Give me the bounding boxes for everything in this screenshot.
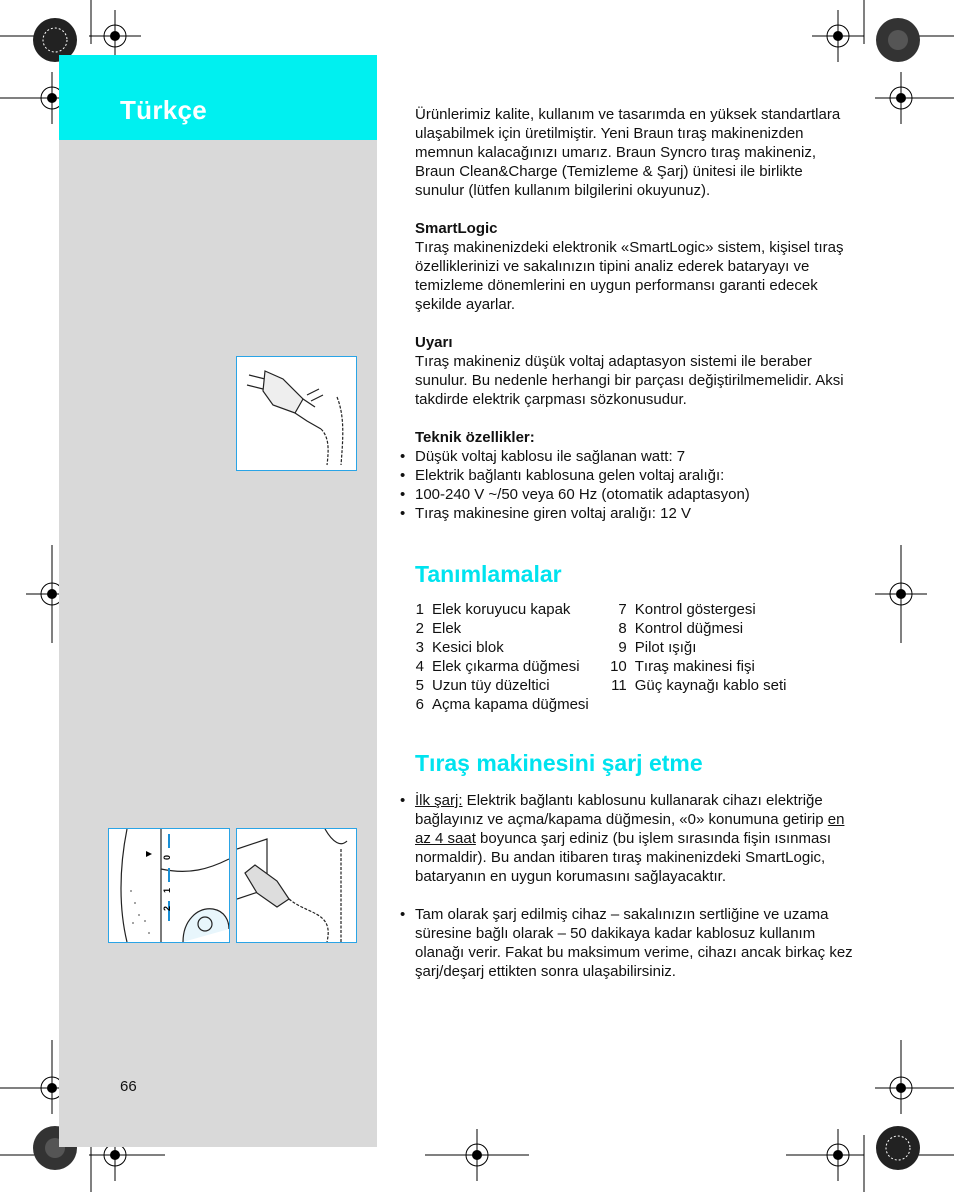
intro-paragraph: Ürünlerimiz kalite, kullanım ve tasarımda en yüksek standartlara ulaşabilmek için üretilmiştir. Yeni Braun tıraş makinenizden memnun kalacağınızı umarız. Braun Syncro tıraş makineniz, Braun Clean&Charge (Temizleme & Şarj) ünitesi ile birlikte sunulur (lütfen kullanım bilgilerini okuyunuz). bbox=[415, 106, 841, 199]
specs-section bbox=[415, 428, 855, 523]
charging-section bbox=[415, 749, 855, 981]
charging-list bbox=[415, 791, 855, 981]
definitions-heading: Tanımlamalar bbox=[415, 561, 562, 587]
list-item: 2 Elek bbox=[415, 620, 462, 637]
specs-list bbox=[415, 447, 855, 523]
definitions-list bbox=[415, 600, 855, 714]
charge-duration: en az 4 saat bbox=[415, 811, 845, 847]
smartlogic-section bbox=[415, 219, 855, 314]
list-item: • Düşük voltaj kablosu ile sağlanan watt: 7 bbox=[415, 447, 855, 466]
list-item: 11 Güç kaynağı kablo seti bbox=[611, 677, 787, 694]
list-item-continuation: • 100-240 V ~/50 veya 60 Hz (otomatik adaptasyon) bbox=[415, 485, 855, 504]
list-item: 7 Kontrol göstergesi bbox=[618, 601, 756, 618]
list-item: • Tıraş makinesine giren voltaj aralığı: 12 V bbox=[415, 504, 855, 523]
switch-position-1: 1 bbox=[162, 887, 172, 893]
list-item: 4 Elek çıkarma düğmesi bbox=[415, 658, 580, 675]
switch-position-2: 2 bbox=[162, 905, 172, 911]
list-item: 10 Tıraş makinesi fişi bbox=[610, 658, 755, 675]
sidebar-panel bbox=[59, 55, 377, 1147]
specs-heading: Teknik özellikler: bbox=[415, 429, 535, 446]
charging-illustration bbox=[236, 828, 357, 943]
definitions-section bbox=[415, 560, 855, 714]
list-item: • Tam olarak şarj edilmiş cihaz – sakalınızın sertliğine ve uzama süresine bağlı olarak – 50 dakikaya kadar kablosuz kullanım olanağı verir. Fakat bu maksimum verime, cihazı ancak birkaç kez şarj/deşarj ettikten sonra ulaşabilirsiniz. bbox=[415, 905, 855, 981]
charging-heading: Tıraş makinesini şarj etme bbox=[415, 750, 703, 776]
list-item: • İlk şarj: Elektrik bağlantı kablosunu kullanarak cihazı elektriğe bağlayınız ve açma/kapama düğmesin, «0» konumuna getirip en az 4 saat boyunca şarj ediniz (bu işlem sırasında fişin ısınması normaldir). Bu andan itibaren tıraş makinenizdeki SmartLogic, bataryanın en uygun korumasını sağlayacaktır. bbox=[415, 791, 855, 886]
language-header bbox=[59, 55, 377, 140]
plug-illustration bbox=[236, 356, 357, 471]
list-item: 1 Elek koruyucu kapak bbox=[415, 601, 571, 618]
list-item: 3 Kesici blok bbox=[415, 639, 504, 656]
first-charge-label: İlk şarj: bbox=[415, 792, 463, 809]
list-item: 5 Uzun tüy düzeltici bbox=[415, 677, 550, 694]
list-item: 9 Pilot ışığı bbox=[618, 639, 697, 656]
warning-heading: Uyarı bbox=[415, 334, 453, 351]
list-item: 8 Kontrol düğmesi bbox=[618, 620, 744, 637]
smartlogic-heading: SmartLogic bbox=[415, 220, 498, 237]
main-content bbox=[415, 105, 855, 981]
switch-position-0: 0 bbox=[162, 854, 172, 860]
page-number: 66 bbox=[120, 1078, 137, 1095]
warning-section bbox=[415, 333, 855, 409]
list-item: 6 Açma kapama düğmesi bbox=[415, 696, 589, 713]
switch-illustration bbox=[108, 828, 230, 943]
list-item: • Elektrik bağlantı kablosuna gelen voltaj aralığı: bbox=[415, 466, 855, 485]
smartlogic-text: Tıraş makinenizdeki elektronik «SmartLogic» sistem, kişisel tıraş özelliklerinizi ve sakalınızın tipini analiz ederek bataryayı ve temizleme dönemlerini en uygun performansı garanti edecek şekilde ayarlar. bbox=[415, 239, 844, 313]
warning-text: Tıraş makineniz düşük voltaj adaptasyon sistemi ile beraber sunulur. Bu nedenle herhangi bir parçası değiştirilmemelidir. Aksi takdirde elektrik çarpması sözkonusudur. bbox=[415, 353, 844, 408]
page-title: Türkçe bbox=[120, 95, 208, 125]
